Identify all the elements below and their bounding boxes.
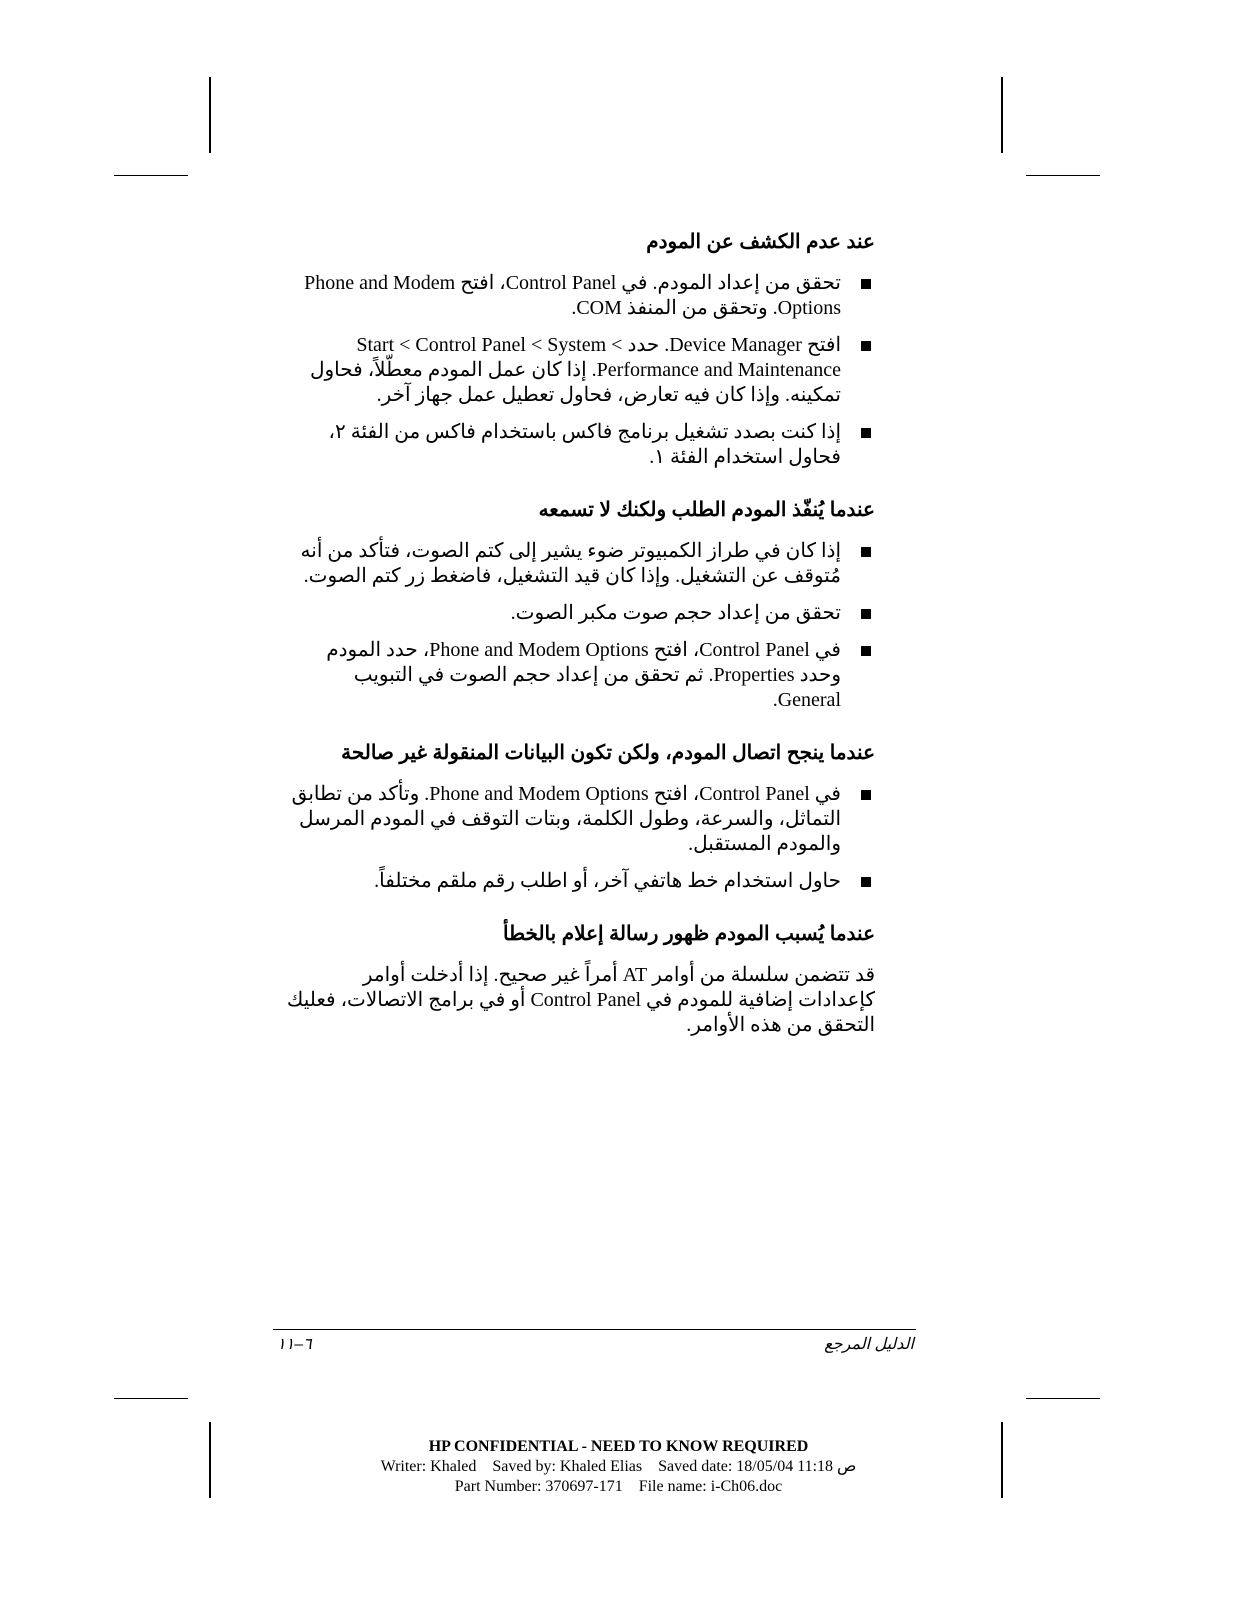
bullet-list xyxy=(283,782,875,894)
section-heading: عندما ينجح اتصال المودم، ولكن تكون البيانات المنقولة غير صالحة xyxy=(341,742,875,764)
bullet-item xyxy=(283,638,875,713)
section-dials-no-sound xyxy=(283,496,875,713)
part-number-info: Part Number: 370697-171 File name: i-Ch06.doc xyxy=(454,1478,783,1495)
footer-rule xyxy=(273,1329,916,1330)
bullet-square-icon xyxy=(861,646,871,656)
bullet-square-icon xyxy=(861,279,871,289)
section-modem-not-detected xyxy=(283,228,875,470)
bullet-text: إذا كنت بصدد تشغيل برنامج فاكس باستخدام فاكس من الفئة ٢، فحاول استخدام الفئة ١. xyxy=(328,421,841,468)
crop-mark xyxy=(209,77,211,153)
crop-mark xyxy=(114,1398,188,1399)
crop-mark xyxy=(1026,1398,1100,1399)
section-invalid-data xyxy=(283,739,875,894)
bullet-item xyxy=(283,333,875,408)
bullet-square-icon xyxy=(861,547,871,557)
section-error-message xyxy=(283,920,875,1038)
footer-title: الدليل المرجع xyxy=(824,1336,914,1353)
bullet-item xyxy=(283,271,875,321)
bullet-text: في Control Panel، افتح Phone and Modem Options. وتأكد من تطابق التماثل، والسرعة، وطول الكلمة، وبتات التوقف في المودم المرسل والمودم المستقبل. xyxy=(291,783,841,855)
section-heading: عندما يُسبب المودم ظهور رسالة إعلام بالخطأ xyxy=(503,923,875,945)
bullet-item xyxy=(283,420,875,470)
bullet-item xyxy=(283,869,875,894)
bullet-item xyxy=(283,782,875,857)
confidential-notice: HP CONFIDENTIAL - NEED TO KNOW REQUIRED xyxy=(428,1438,809,1455)
section-heading: عندما يُنفّذ المودم الطلب ولكنك لا تسمعه xyxy=(538,499,875,521)
page-number: ٦–١١ xyxy=(277,1336,312,1353)
bullet-text: حاول استخدام خط هاتفي آخر، أو اطلب رقم ملقم مختلفاً. xyxy=(374,870,841,892)
crop-mark xyxy=(1001,77,1003,153)
writer-info: Writer: Khaled Saved by: Khaled Elias Saved date: 18/05/04 11:18 ص xyxy=(380,1458,857,1475)
section-paragraph: قد تتضمن سلسلة من أوامر AT أمراً غير صحيح. إذا أدخلت أوامر كإعدادات إضافية للمودم في Control Panel أو في برامج الاتصالات، فعليك التحقق من هذه الأوامر. xyxy=(286,964,875,1036)
bullet-text: إذا كان في طراز الكمبيوتر ضوء يشير إلى كتم الصوت، فتأكد من أنه مُتوقف عن التشغيل. وإذا كان قيد التشغيل، فاضغط زر كتم الصوت. xyxy=(300,540,841,587)
bullet-list xyxy=(283,539,875,713)
bullet-square-icon xyxy=(861,428,871,438)
bullet-text: تحقق من إعداد حجم صوت مكبر الصوت. xyxy=(510,602,841,624)
bullet-square-icon xyxy=(861,609,871,619)
bullet-item xyxy=(283,601,875,626)
bullet-square-icon xyxy=(861,790,871,800)
bullet-text: افتح Device Manager. حدد Start < Control Panel < System < Performance and Maintenance. إذا كان عمل المودم معطّلاً، فحاول تمكينه. وإذا كان فيه تعارض، فحاول تعطيل عمل جهاز آخر. xyxy=(309,334,841,406)
bullet-square-icon xyxy=(861,877,871,887)
bullet-item xyxy=(283,539,875,589)
crop-mark xyxy=(114,175,188,176)
crop-mark xyxy=(1026,175,1100,176)
confidential-block xyxy=(0,1436,1237,1497)
bullet-list xyxy=(283,271,875,470)
section-heading: عند عدم الكشف عن المودم xyxy=(646,231,875,253)
bullet-text: في Control Panel، افتح Phone and Modem Options، حدد المودم وحدد Properties. ثم تحقق من إعداد حجم الصوت في التبويب General. xyxy=(326,639,841,711)
page-content xyxy=(283,228,875,1038)
bullet-text: تحقق من إعداد المودم. في Control Panel، افتح Phone and Modem Options. وتحقق من المنفذ COM. xyxy=(304,272,841,319)
bullet-square-icon xyxy=(861,341,871,351)
